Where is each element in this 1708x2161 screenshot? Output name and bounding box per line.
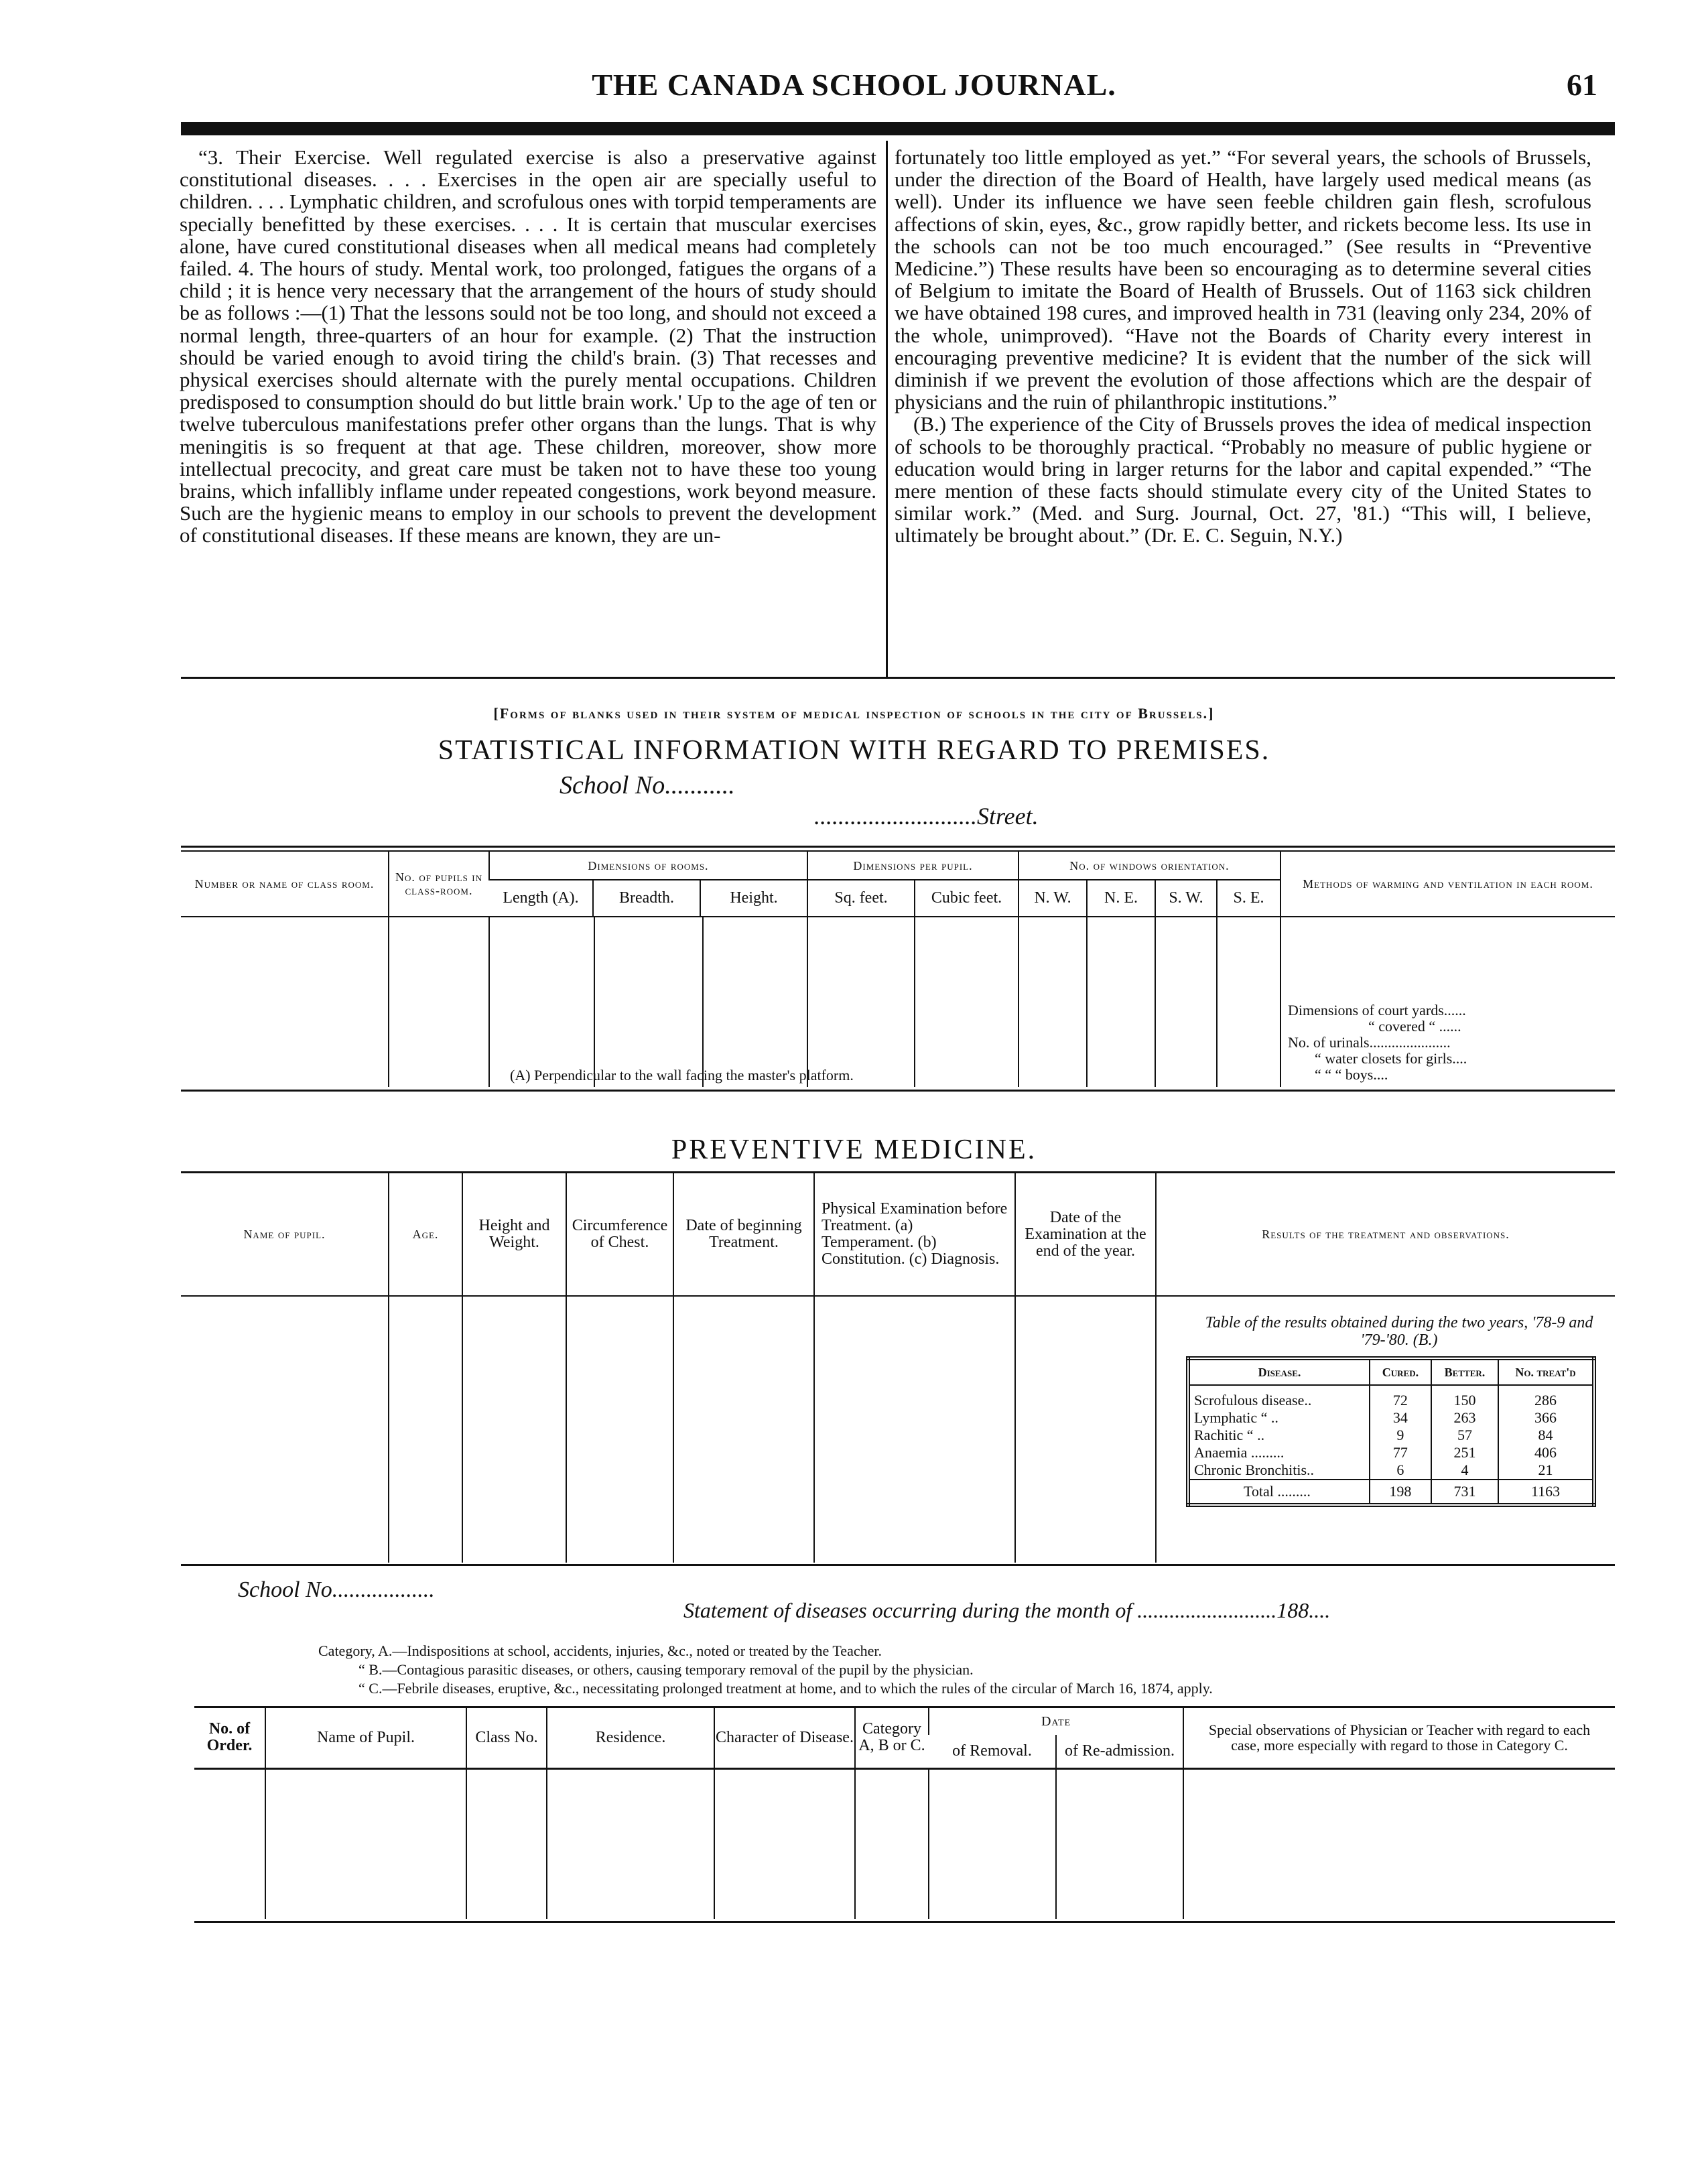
results-table-caption: Table of the results obtained during the two years, '78-9 and '79-'80. (B.) — [1205, 1314, 1593, 1349]
results-total-row — [1188, 1480, 1594, 1505]
premises-footnote: (A) Perpendicular to the wall facing the master's platform. — [510, 1067, 854, 1084]
col-age: Age. — [389, 1173, 462, 1296]
article-paragraph: “3. Their Exercise. Well regulated exercise is also a preservative against constitutional diseases. . . . Exercises in the open air are specially useful to children. . . . Lymphatic children, and scrofulous ones with torpid temperaments are specially benefitted by these exercises. . . . It is certain that muscular exercises alone, have cured constitutional diseases when all medical means had completely failed. 4. The hours of study. Mental work, too prolonged, fatigues the organs of a child ; it is hence very necessary that the arrangement of the hours of study should be as follows :—(1) That the lessons sould not be too long, and should not exceed a normal length, three-quarters of an hour for example. (2) That the instruction should be varied enough to avoid tiring the child's brain. (3) That recesses and physical exercises should alternate with the purely mental occupations. Children predisposed to consumption should do but little brain work.' Up to the age of ten or twelve tuberculous manifestations prefer other organs than the lungs. That is why meningitis is so frequent at that age. These children, moreover, show more intellectual precocity, and great care must be taken not to have these too young brains, which infallibly inflame under repeated congestions, work beyond measure. Such are the hygienic means to employ in our schools to prevent the development of constitutional diseases. If these means are known, they are un- — [180, 145, 876, 547]
col-dim-pupil: Dimensions per pupil. — [807, 852, 1019, 880]
category-c: “ C.—Febrile diseases, eruptive, &c., necessitating prolonged treatment at home, and to which the rules of the circular of March 16, 1874, apply. — [358, 1680, 1213, 1697]
col-se: S. E. — [1217, 880, 1280, 917]
col-chest: Circumference of Chest. — [566, 1173, 673, 1296]
results-row — [1188, 1427, 1594, 1444]
premises-table — [181, 852, 1615, 1087]
col-residence: Residence. — [547, 1708, 714, 1768]
results-row — [1188, 1409, 1594, 1427]
col-pupil-name: Name of pupil. — [243, 1228, 326, 1241]
res-col-disease: Disease. — [1188, 1358, 1370, 1385]
col-readmission: of Re-admission. — [1056, 1735, 1183, 1768]
note-line: “ covered “ ...... — [1368, 1018, 1461, 1035]
res-col-treated: No. treat'd — [1498, 1358, 1594, 1385]
col-windows: No. of windows orientation. — [1019, 852, 1280, 880]
article-end-rule — [181, 677, 1615, 679]
preventive-bottom-rule — [181, 1564, 1615, 1566]
col-sq-feet: Sq. feet. — [807, 880, 915, 917]
column-divider — [886, 141, 888, 677]
res-col-cured: Cured. — [1370, 1358, 1431, 1385]
col-class-room: Number or name of class room. — [194, 877, 375, 891]
col-character: Character of Disease. — [714, 1708, 855, 1768]
premises-notes — [1280, 917, 1615, 1087]
col-height: Height. — [700, 880, 807, 917]
premises-top-rule — [181, 846, 1615, 848]
note-line: Dimensions of court yards...... — [1288, 1002, 1466, 1019]
premises-school-no: School No........... — [560, 771, 735, 799]
results-row — [1188, 1444, 1594, 1461]
diseases-school-no: School No.................. — [238, 1577, 435, 1602]
diseases-table — [194, 1708, 1615, 1919]
col-pupils: No. of pupils in class-room. — [389, 852, 489, 917]
res-cell: 84 — [1498, 1427, 1594, 1444]
col-class: Class No. — [466, 1708, 547, 1768]
res-cell: 406 — [1498, 1444, 1594, 1461]
res-cell: Lymphatic “ .. — [1194, 1409, 1278, 1426]
col-dim-rooms: Dimensions of rooms. — [489, 852, 807, 880]
premises-heading: STATISTICAL INFORMATION WITH REGARD TO PREMISES. — [438, 735, 1270, 766]
article-paragraph: (B.) The experience of the City of Brussels proves the idea of medical inspection of schools to be thoroughly practical. “Probably no measure of public hygiene or education would bring in larger returns for the labor and capital expended.” “The mere mention of these facts should stimulate every city of the United States to similar work.” (Med. and Surg. Journal, Oct. 27, '81.) “This will, I believe, ultimately be brought about.” (Dr. E. C. Seguin, N.Y.) — [895, 412, 1591, 547]
col-ne: N. E. — [1087, 880, 1155, 917]
col-breadth: Breadth. — [593, 880, 700, 917]
res-total-cell: Total ......... — [1188, 1480, 1370, 1505]
col-date-end: Date of the Examination at the end of the year. — [1015, 1173, 1156, 1296]
note-line: No. of urinals...................... — [1288, 1034, 1451, 1051]
col-date-begin: Date of beginning Treatment. — [673, 1173, 814, 1296]
note-line: “ water closets for girls.... — [1315, 1050, 1467, 1067]
dims-cell — [489, 917, 854, 1087]
col-sw: S. W. — [1155, 880, 1217, 917]
col-physical: Physical Examination before Treatment. (a) Temperament. (b) Constitution. (c) Diagnosis. — [814, 1173, 1015, 1296]
page-number: 61 — [1567, 68, 1597, 102]
col-height-weight: Height and Weight. — [462, 1173, 566, 1296]
article-paragraph: fortunately too little employed as yet.” “For several years, the schools of Brussels, under the direction of the Board of Health, have largely used medical means (as well). Under its influence we have seen feeble children gain flesh, scrofulous affections of skin, eyes, &c., grow rapidly better, and rickets become less. Its use in the schools can not be too much encouraged.” (See results in “Preventive Medicine.”) These results have been so encouraging as to determine several cities of Belgium to imitate the Board of Health of Brussels. Out of 1163 sick children we have obtained 198 cures, and improved health in 731 (leaving only 234, 20% of the whole, unimproved). “Have not the Boards of Charity every interest in encouraging preventive medicine? It is evident that the number of the sick will diminish if we prevent the evolution of those affections which are the despair of physicians and the ruin of philanthropic institutions.” — [895, 145, 1591, 414]
res-cell: 34 — [1370, 1409, 1431, 1427]
preventive-heading: PREVENTIVE MEDICINE. — [671, 1134, 1037, 1165]
col-special: Special observations of Physician or Teacher with regard to each case, more especially with regard to those in Category C. — [1183, 1708, 1615, 1768]
res-cell: 366 — [1498, 1409, 1594, 1427]
col-cubic-feet: Cubic feet. — [915, 880, 1019, 917]
res-cell: 263 — [1431, 1409, 1498, 1427]
res-cell: 77 — [1370, 1444, 1431, 1461]
res-cell: 4 — [1431, 1461, 1498, 1480]
category-a: Category, A.—Indispositions at school, accidents, injuries, &c., noted or treated by the Teacher. — [318, 1642, 882, 1659]
res-total-cell: 731 — [1431, 1480, 1498, 1505]
res-total-cell: 1163 — [1498, 1480, 1594, 1505]
results-row — [1188, 1461, 1594, 1480]
diseases-blank-row — [194, 1768, 1615, 1919]
col-methods: Methods of warming and ventilation in each room. — [1280, 852, 1615, 917]
journal-title: THE CANADA SCHOOL JOURNAL. — [592, 68, 1116, 102]
col-removal: of Removal. — [952, 1742, 1032, 1760]
res-cell: 6 — [1370, 1461, 1431, 1480]
article-right-column — [895, 146, 1591, 547]
col-results: Results of the treatment and observations. — [1156, 1173, 1615, 1296]
col-date: Date — [929, 1708, 1183, 1735]
res-cell: 150 — [1431, 1385, 1498, 1409]
article-left-column — [180, 146, 876, 547]
col-nw: N. W. — [1019, 880, 1087, 917]
premises-street: ...........................Street. — [814, 803, 1039, 830]
res-cell: 286 — [1498, 1385, 1594, 1409]
premises-bottom-rule — [181, 1090, 1615, 1092]
res-cell: Rachitic “ .. — [1194, 1427, 1265, 1443]
note-line: “ “ “ boys.... — [1315, 1066, 1388, 1083]
header-rule — [181, 122, 1615, 135]
res-cell: Anaemia ......... — [1194, 1444, 1285, 1461]
col-pupil: Name of Pupil. — [265, 1708, 466, 1768]
res-total-cell: 198 — [1370, 1480, 1431, 1505]
res-cell: 251 — [1431, 1444, 1498, 1461]
res-cell: Scrofulous disease.. — [1194, 1392, 1312, 1409]
col-category: Category A, B or C. — [855, 1708, 929, 1768]
forms-caption: [Forms of blanks used in their system of medical inspection of schools in the city of Brussels.] — [493, 705, 1215, 722]
res-cell: Chronic Bronchitis.. — [1194, 1461, 1315, 1478]
results-table — [1186, 1356, 1596, 1507]
col-order: No. of Order. — [206, 1720, 253, 1755]
res-col-better: Better. — [1431, 1358, 1498, 1385]
category-b: “ B.—Contagious parasitic diseases, or others, causing temporary removal of the pupil by the physician. — [358, 1661, 974, 1678]
res-cell: 57 — [1431, 1427, 1498, 1444]
diseases-statement: Statement of diseases occurring during the month of ..........................188.... — [683, 1598, 1331, 1622]
res-cell: 9 — [1370, 1427, 1431, 1444]
diseases-bottom-rule — [194, 1921, 1615, 1923]
results-row — [1188, 1385, 1594, 1409]
col-length: Length (A). — [503, 889, 579, 907]
premises-blank-row — [181, 917, 1615, 1087]
res-cell: 72 — [1370, 1385, 1431, 1409]
res-cell: 21 — [1498, 1461, 1594, 1480]
